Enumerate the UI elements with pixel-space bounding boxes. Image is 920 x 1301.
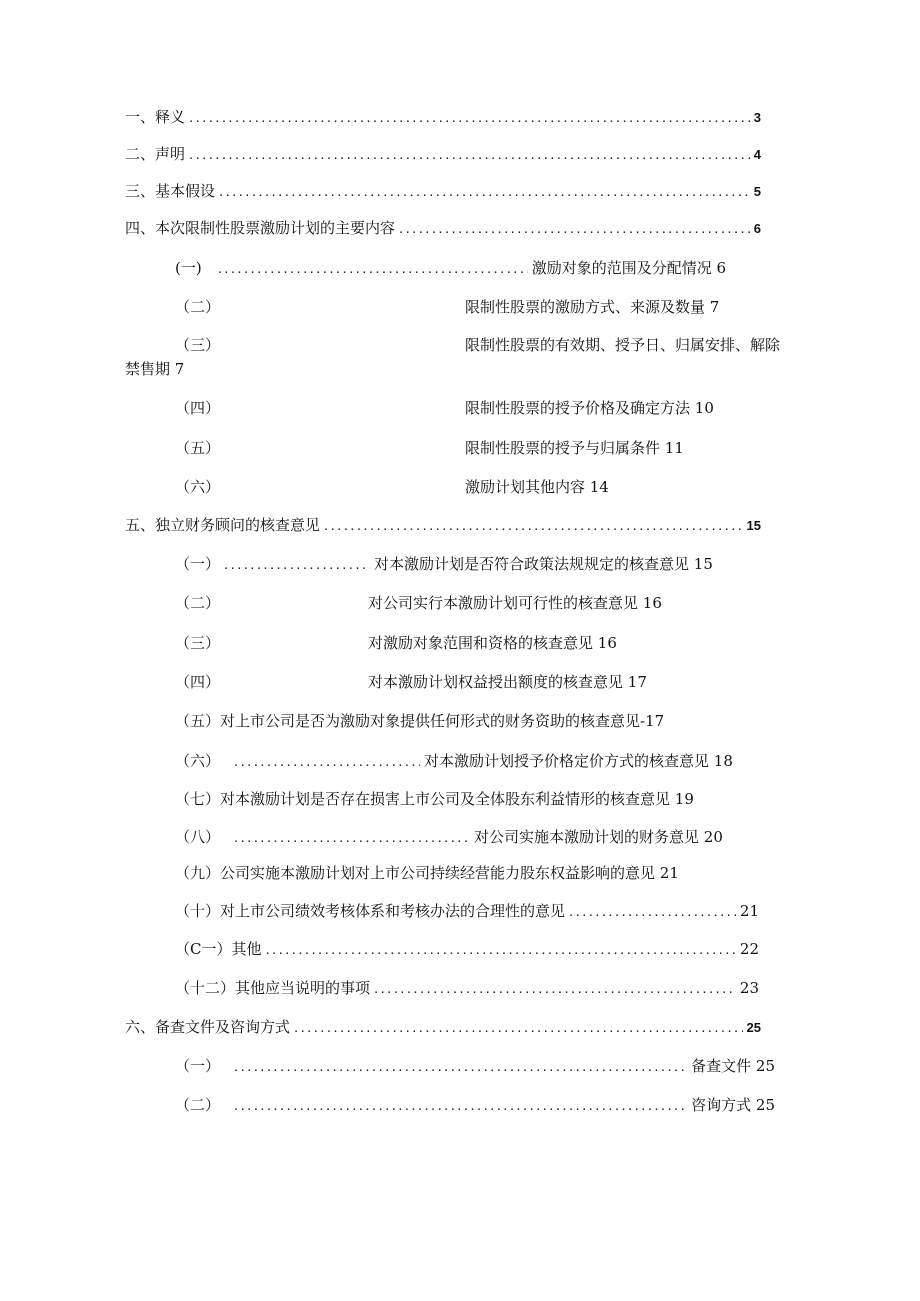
toc-entry-5-5[interactable]: （五）对上市公司是否为激励对象提供任何形式的财务资助的核查意见-17 — [175, 712, 665, 730]
toc-entry-page: 21 — [739, 902, 759, 920]
toc-leader-dots — [294, 1015, 743, 1041]
toc-entry-label: （二） — [175, 298, 221, 316]
toc-entry-label: （一） — [175, 555, 221, 573]
toc-entry-title: 激励对象的范围及分配情况 6 — [531, 259, 727, 277]
toc-entry-label: (一) — [175, 259, 202, 277]
toc-entry-5-11[interactable] — [175, 936, 759, 962]
toc-entry-1[interactable] — [125, 104, 761, 130]
toc-entry-title: 对本激励计划是否符合政策法规规定的核查意见 15 — [374, 555, 713, 573]
toc-entry-label: （十）对上市公司绩效考核体系和考核办法的合理性的意见 — [175, 902, 566, 920]
toc-entry-4[interactable] — [125, 215, 761, 241]
toc-leader-dots — [234, 1054, 687, 1080]
toc-entry-2[interactable] — [125, 141, 761, 167]
toc-leader-dots — [189, 105, 750, 131]
toc-entry-label: （一） — [175, 1057, 221, 1075]
toc-leader-dots — [234, 749, 420, 775]
toc-leader-dots — [234, 825, 470, 851]
toc-entry-label: （六） — [175, 478, 221, 496]
toc-entry-5-6[interactable] — [175, 748, 775, 774]
toc-entry-label: （八） — [175, 828, 221, 846]
toc-entry-page: 22 — [739, 940, 759, 958]
toc-entry-title[interactable]: 限制性股票的授予与归属条件 11 — [465, 439, 684, 457]
toc-entry-6-2[interactable] — [175, 1092, 775, 1118]
toc-entry-label: 五、独立财务顾问的核查意见 — [125, 516, 321, 534]
toc-entry-label: （十二）其他应当说明的事项 — [175, 979, 371, 997]
toc-entry-label: 三、基本假设 — [125, 182, 216, 200]
toc-leader-dots — [234, 1093, 687, 1119]
toc-leader-dots — [324, 513, 743, 539]
toc-entry-title[interactable]: 限制性股票的授予价格及确定方法 10 — [465, 399, 714, 417]
toc-leader-dots — [265, 937, 735, 963]
toc-entry-page: 6 — [753, 221, 761, 236]
toc-entry-title[interactable]: 限制性股票的有效期、授予日、归属安排、解除 — [465, 336, 781, 354]
toc-entry-label: （五） — [175, 439, 221, 457]
toc-entry-title[interactable]: 对激励对象范围和资格的核查意见 16 — [368, 634, 617, 652]
toc-entry-title: 对公司实施本激励计划的财务意见 20 — [474, 828, 723, 846]
toc-entry-label: （二） — [175, 1096, 221, 1114]
toc-entry-title[interactable]: 对本激励计划权益授出额度的核查意见 17 — [368, 673, 647, 691]
toc-entry-title: 备查文件 25 — [691, 1057, 775, 1075]
toc-leader-dots — [224, 552, 370, 578]
toc-entry-5-12[interactable] — [175, 975, 759, 1001]
toc-entry-label: （三） — [175, 634, 221, 652]
toc-leader-dots — [374, 976, 736, 1002]
toc-entry-label: （二） — [175, 594, 221, 612]
toc-entry-title[interactable]: 限制性股票的激励方式、来源及数量 7 — [465, 298, 720, 316]
toc-entry-title[interactable]: 激励计划其他内容 14 — [465, 478, 609, 496]
toc-entry-page: 4 — [753, 147, 761, 162]
toc-entry-page: 23 — [739, 979, 759, 997]
toc-entry-page: 5 — [753, 184, 761, 199]
toc-entry-6[interactable] — [125, 1014, 761, 1040]
toc-entry-3[interactable] — [125, 178, 761, 204]
toc-entry-5[interactable] — [125, 512, 761, 538]
toc-entry-label: 一、释义 — [125, 108, 186, 126]
toc-leader-dots — [399, 216, 750, 242]
toc-entry-label: 六、备查文件及咨询方式 — [125, 1018, 291, 1036]
toc-entry-title-continued: 禁售期 7 — [125, 360, 185, 378]
toc-entry-4-1[interactable] — [175, 255, 755, 281]
toc-entry-title[interactable]: 对公司实行本激励计划可行性的核查意见 16 — [368, 594, 662, 612]
toc-entry-5-1[interactable] — [175, 551, 775, 577]
toc-entry-page: 25 — [746, 1020, 761, 1035]
toc-entry-label: （四） — [175, 673, 221, 691]
toc-leader-dots — [218, 256, 528, 282]
toc-entry-label: 四、本次限制性股票激励计划的主要内容 — [125, 219, 396, 237]
toc-entry-6-1[interactable] — [175, 1053, 775, 1079]
toc-entry-label: （六） — [175, 752, 221, 770]
toc-leader-dots — [189, 142, 750, 168]
toc-entry-5-10[interactable] — [175, 898, 759, 924]
toc-entry-5-9[interactable]: （九）公司实施本激励计划对上市公司持续经营能力股东权益影响的意见 21 — [175, 864, 679, 882]
toc-entry-label: 二、声明 — [125, 145, 186, 163]
toc-leader-dots — [219, 179, 750, 205]
toc-entry-title: 咨询方式 25 — [691, 1096, 775, 1114]
toc-entry-5-8[interactable] — [175, 824, 775, 850]
toc-entry-page: 15 — [746, 518, 761, 533]
toc-entry-title: 对本激励计划授予价格定价方式的核查意见 18 — [424, 752, 733, 770]
toc-leader-dots — [569, 899, 736, 925]
toc-entry-label: （三） — [175, 336, 221, 354]
toc-entry-label: （C一）其他 — [175, 940, 262, 958]
toc-entry-page: 3 — [753, 110, 761, 125]
toc-entry-label: （四） — [175, 399, 221, 417]
toc-entry-5-7[interactable]: （七）对本激励计划是否存在损害上市公司及全体股东利益情形的核查意见 19 — [175, 790, 694, 808]
